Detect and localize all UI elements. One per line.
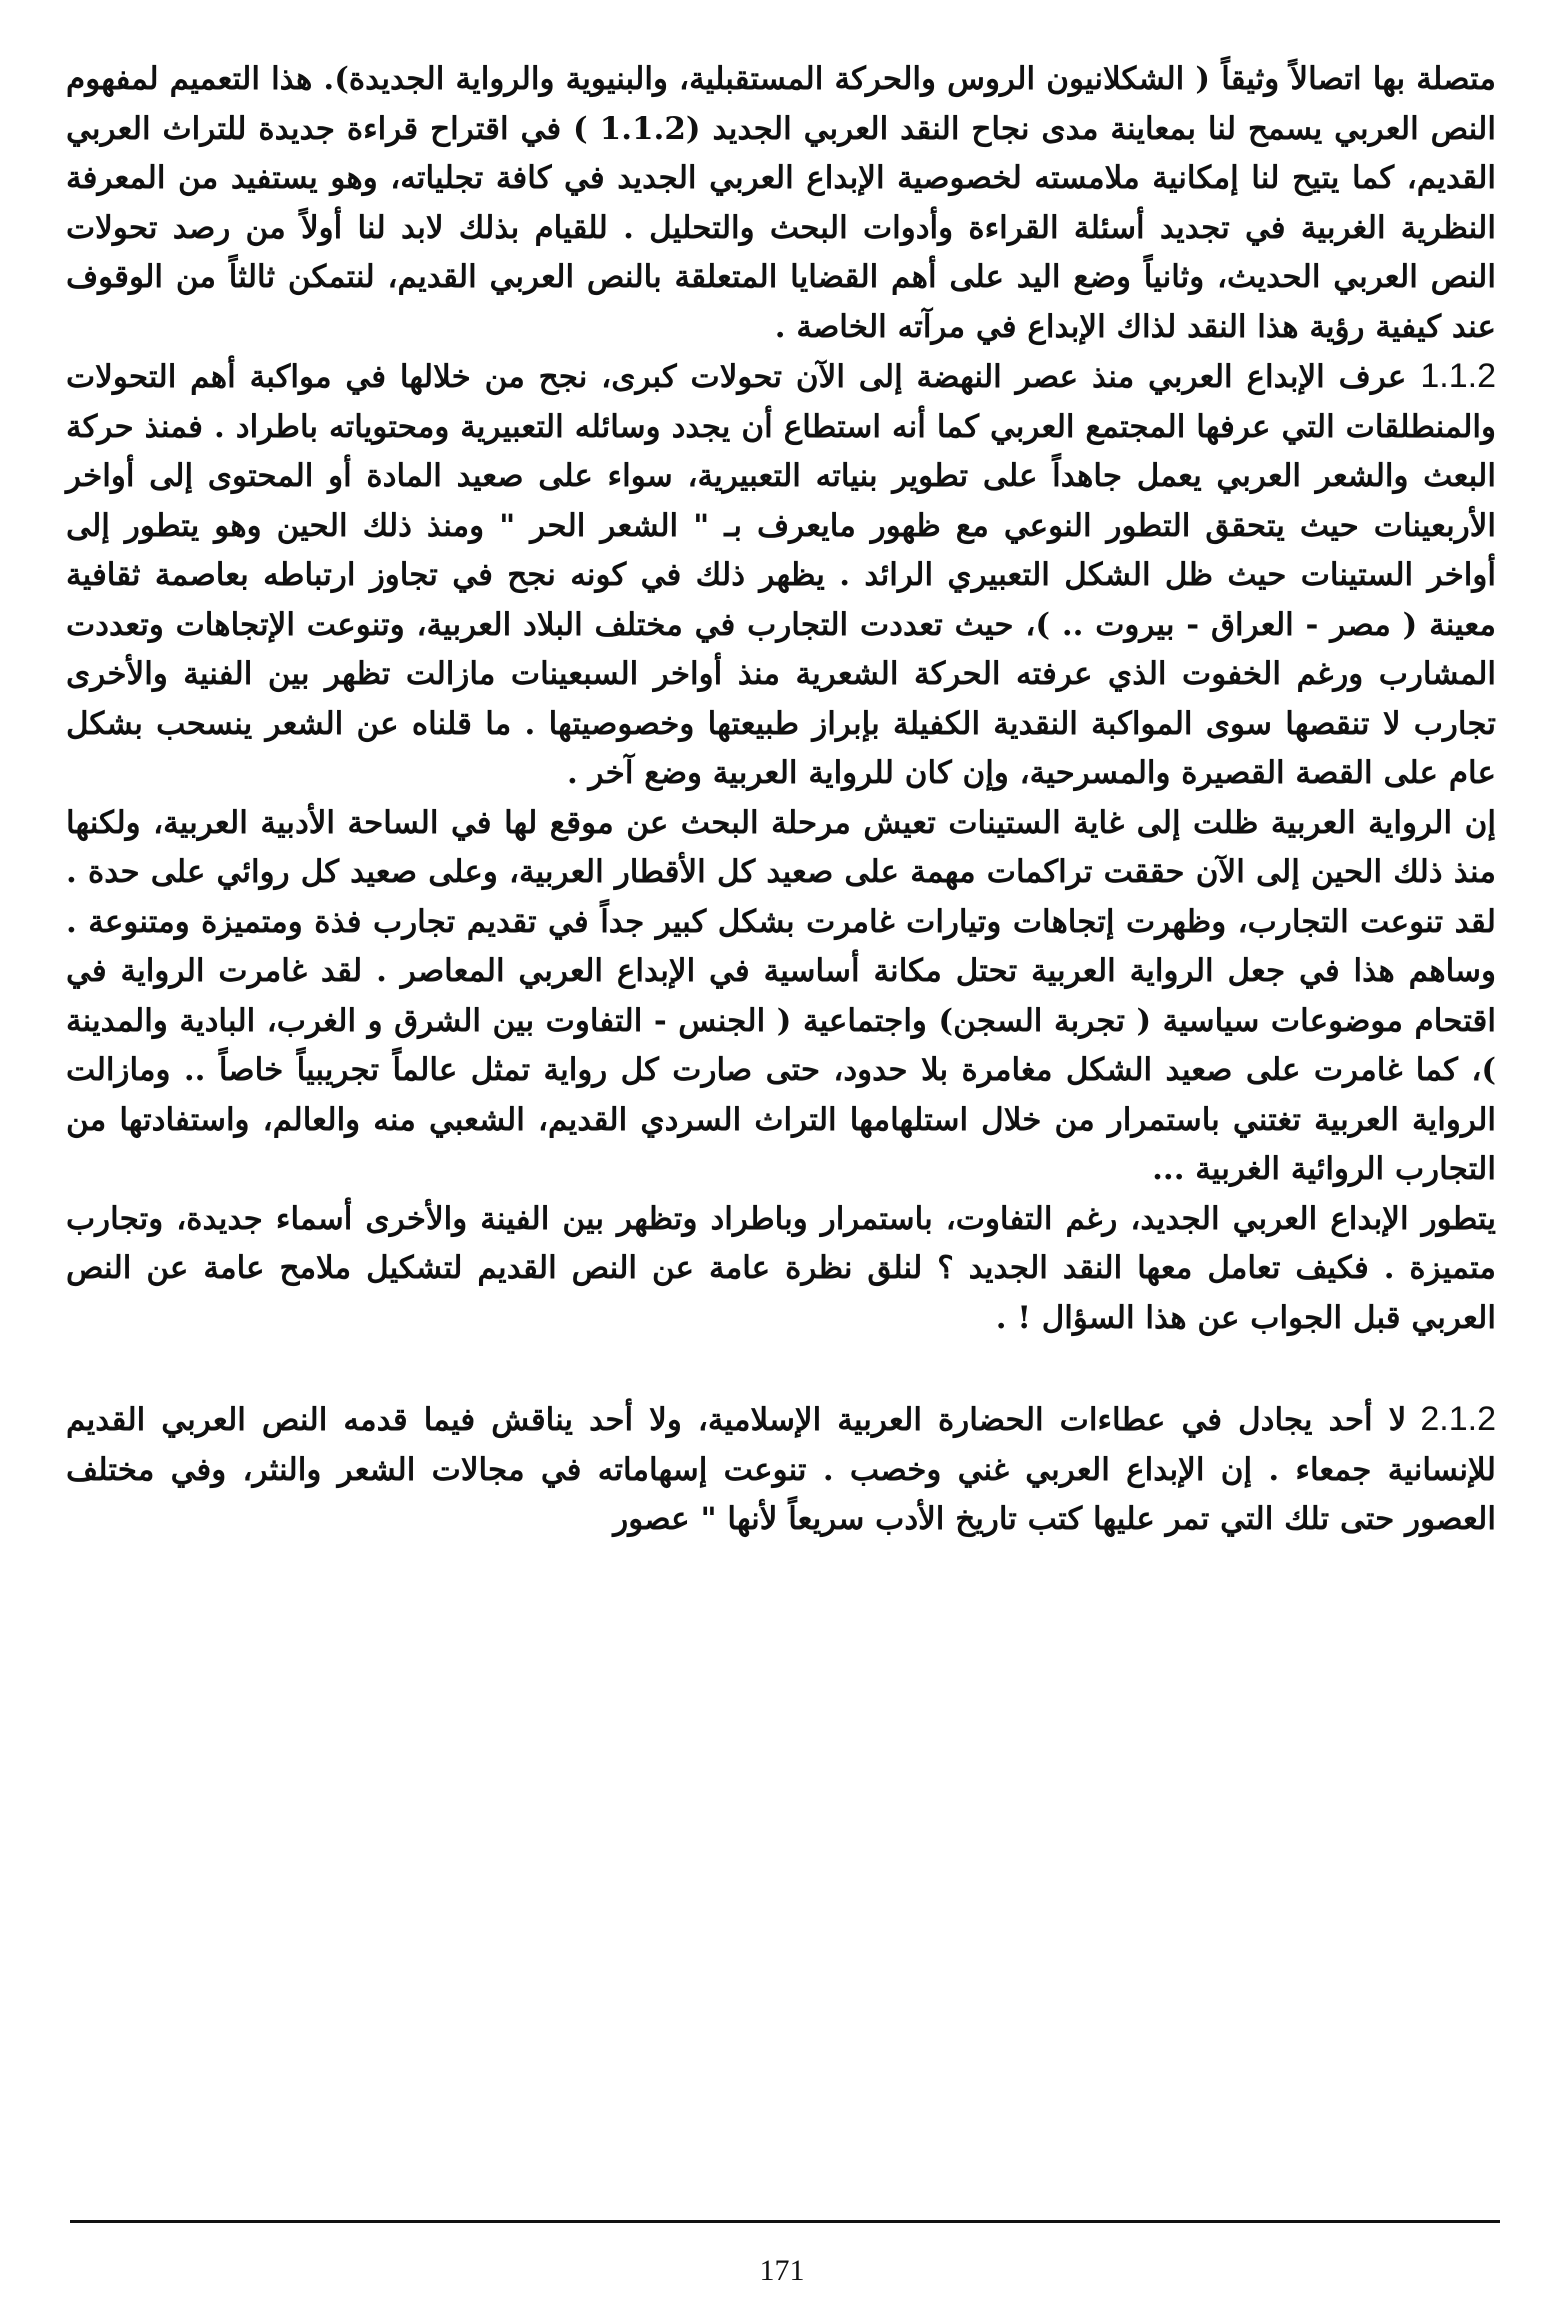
- section-number: 2.1.2: [1420, 1400, 1496, 1438]
- footer-rule: [70, 2220, 1500, 2223]
- paragraph-text: متصلة بها اتصالاً وثيقاً ( الشكلانيون الروس والحركة المستقبلية، والبنيوية والرواية الجديدة). هذا التعميم لمفهوم النص العربي يسمح لنا بمعاينة مدى نجاح النقد العربي الجديد (1.1.2 ) في اقتراح قراءة جديدة للتراث العربي القديم، كما يتيح لنا إمكانية ملامسته لخصوصية الإبداع العربي الجديد في كافة تجلياته، وهو يستفيد من المعرفة النظرية الغربية في تجديد أسئلة القراءة وأدوات البحث والتحليل . للقيام بذلك لابد لنا أولاً من رصد تحولات النص العربي الحديث، وثانياً وضع اليد على أهم القضايا المتعلقة بالنص العربي القديم، لنتمكن ثالثاً من الوقوف عند كيفية رؤية هذا النقد لذاك الإبداع في مرآته الخاصة .: [66, 61, 1496, 345]
- paragraph-text: يتطور الإبداع العربي الجديد، رغم التفاوت، باستمرار وباطراد وتظهر بين الفينة والأخرى أسماء جديدة، وتجارب متميزة . فكيف تعامل معها النقد الجديد ؟ لنلق نظرة عامة عن النص القديم لتشكيل ملامح عامة عن النص العربي قبل الجواب عن هذا السؤال ! .: [66, 1200, 1496, 1336]
- paragraph-2-1-2: [66, 1395, 1496, 1545]
- paragraph-spacer: [66, 1343, 1496, 1395]
- paragraph-text: لا أحد يجادل في عطاءات الحضارة العربية الإسلامية، ولا أحد يناقش فيما قدمه النص العربي القديم للإنسانية جمعاء . إن الإبداع العربي غني وخصب . تنوعت إسهاماته في مجالات الشعر والنثر، وفي مختلف العصور حتى تلك التي تمر عليها كتب تاريخ الأدب سريعاً لأنها " عصور: [66, 1402, 1496, 1537]
- section-number: 1.1.2: [1420, 357, 1496, 395]
- paragraph-text: عرف الإبداع العربي منذ عصر النهضة إلى الآن تحولات كبرى، نجح من خلالها في مواكبة أهم التحولات والمنطلقات التي عرفها المجتمع العربي كما أنه استطاع أن يجدد وسائله التعبيرية ومحتوياته باطراد . فمنذ حركة البعث والشعر العربي يعمل جاهداً على تطوير بنياته التعبيرية، سواء على صعيد المادة أو المحتوى إلى أواخر الأربعينات حيث يتحقق التطور النوعي مع ظهور مايعرف بـ " الشعر الحر " ومنذ ذلك الحين وهو يتطور إلى أواخر الستينات حيث ظل الشكل التعبيري الرائد . يظهر ذلك في كونه نجح في تجاوز ارتباطه بعاصمة ثقافية معينة ( مصر - العراق - بيروت .. )، حيث تعددت التجارب في مختلف البلاد العربية، وتنوعت الإتجاهات وتعددت المشارب ورغم الخفوت الذي عرفته الحركة الشعرية منذ أواخر السبعينات مازالت تظهر بين الفنية والأخرى تجارب لا تنقصها سوى المواكبة النقدية الكفيلة بإبراز طبيعتها وخصوصيتها . ما قلناه عن الشعر ينسحب بشكل عام على القصة القصيرة والمسرحية، وإن كان للرواية العربية وضع آخر .: [66, 359, 1496, 791]
- page-number: 171: [759, 2254, 805, 2287]
- paragraph-intro: [66, 55, 1496, 352]
- paragraph-1-1-2: [66, 352, 1496, 799]
- paragraph-text: إن الرواية العربية ظلت إلى غاية الستينات تعيش مرحلة البحث عن موقع لها في الساحة الأدبية العربية، ولكنها منذ ذلك الحين إلى الآن حققت تراكمات مهمة على صعيد كل الأقطار العربية، وعلى صعيد كل روائي على حدة . لقد تنوعت التجارب، وظهرت إتجاهات وتيارات غامرت بشكل كبير جداً في تقديم تجارب فذة ومتميزة ومتنوعة . وساهم هذا في جعل الرواية العربية تحتل مكانة أساسية في الإبداع العربي المعاصر . لقد غامرت الرواية في اقتحام موضوعات سياسية ( تجربة السجن) واجتماعية ( الجنس - التفاوت بين الشرق و الغرب، البادية والمدينة )، كما غامرت على صعيد الشكل مغامرة بلا حدود، حتى صارت كل رواية تمثل عالماً تجريبياً خاصاً .. ومازالت الرواية العربية تغتني باستمرار من خلال استلهامها التراث السردي القديم، الشعبي منه والعالم، واستفادتها من التجارب الروائية الغربية ...: [66, 804, 1496, 1187]
- body-text: [66, 55, 1496, 1545]
- paragraph-novel: [66, 799, 1496, 1195]
- paragraph-new-creativity: [66, 1195, 1496, 1344]
